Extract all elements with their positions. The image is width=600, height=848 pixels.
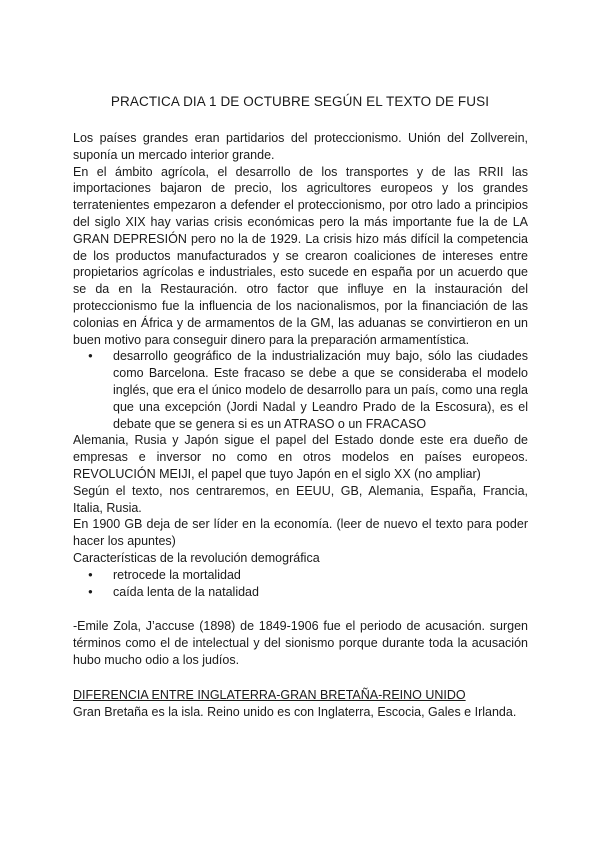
list-item: ● desarrollo geográfico de la industrialización muy bajo, sólo las ciudades como Barcelona. Este fracaso se debe a que se consideraba el modelo inglés, que era el único modelo de desarrollo para un país, como una regla que una excepción (Jordi Nadal y Leandro Prado de la Escosura), es el debate que se genera si es un ATRASO o un FRACASO (113, 348, 528, 432)
paragraph-zola: -Emile Zola, J’accuse (1898) de 1849-1906 fue el periodo de acusación. surgen términos como el de intelectual y del sionismo porque durante toda la acusación hubo mucho odio a los judíos. (73, 619, 528, 667)
spacer (73, 669, 528, 687)
spacer (73, 600, 528, 618)
paragraph-countries: Según el texto, nos centraremos, en EEUU, GB, Alemania, España, Francia, Italia, Rusia. (73, 483, 528, 515)
document-body (73, 130, 528, 720)
bullet-list-demographic (73, 567, 528, 601)
bullet-list-industrialization (73, 348, 528, 432)
paragraph-gb-1900: En 1900 GB deja de ser líder en la economía. (leer de nuevo el texto para poder hacer los apuntes) (73, 517, 528, 549)
paragraph-state-role: Alemania, Rusia y Japón sigue el papel del Estado donde este era dueño de empresas e inversor no como en otros modelos en países europeos. REVOLUCIÓN MEIJI, el papel que tuyo Japón en el siglo XX (no ampliar) (73, 433, 528, 481)
paragraph-demographic: Características de la revolución demográfica (73, 550, 320, 565)
paragraph-agricultural: En el ámbito agrícola, el desarrollo de los transportes y de las RRII las importaciones bajaron de precio, los agricultores europeos y los grandes terratenientes empezaron a defender el proteccionismo, por otro lado a principios del siglo XIX hay varias crisis económicas pero la más importante fue la de LA GRAN DEPRESIÓN pero no la de 1929. La crisis hizo más difícil la competencia de los productos manufacturados y se crearon coaliciones de intereses entre propietarios agrícolas e industriales, esto sucede en españa por un acuerdo que se da en la Restauración. otro factor que influye en la instauración del proteccionismo fue la influencia de los nacionalismos, por la financiación de las colonias en África y de armamentos de la GM, las aduanas se convirtieron en un buen motivo para conseguir dinero para la preparación armamentística. (73, 164, 528, 347)
page-title: PRACTICA DIA 1 DE OCTUBRE SEGÚN EL TEXTO DE FUSI (110, 94, 490, 109)
list-item: ● caída lenta de la natalidad (113, 584, 528, 601)
section-heading: DIFERENCIA ENTRE INGLATERRA-GRAN BRETAÑA-REINO UNIDO (73, 687, 466, 702)
paragraph-zollverein: Los países grandes eran partidarios del proteccionismo. Unión del Zollverein, suponía un mercado interior grande. (73, 131, 528, 162)
list-item: ● retrocede la mortalidad (113, 567, 528, 584)
paragraph-great-britain: Gran Bretaña es la isla. Reino unido es con Inglaterra, Escocia, Gales e Irlanda. (73, 704, 517, 719)
